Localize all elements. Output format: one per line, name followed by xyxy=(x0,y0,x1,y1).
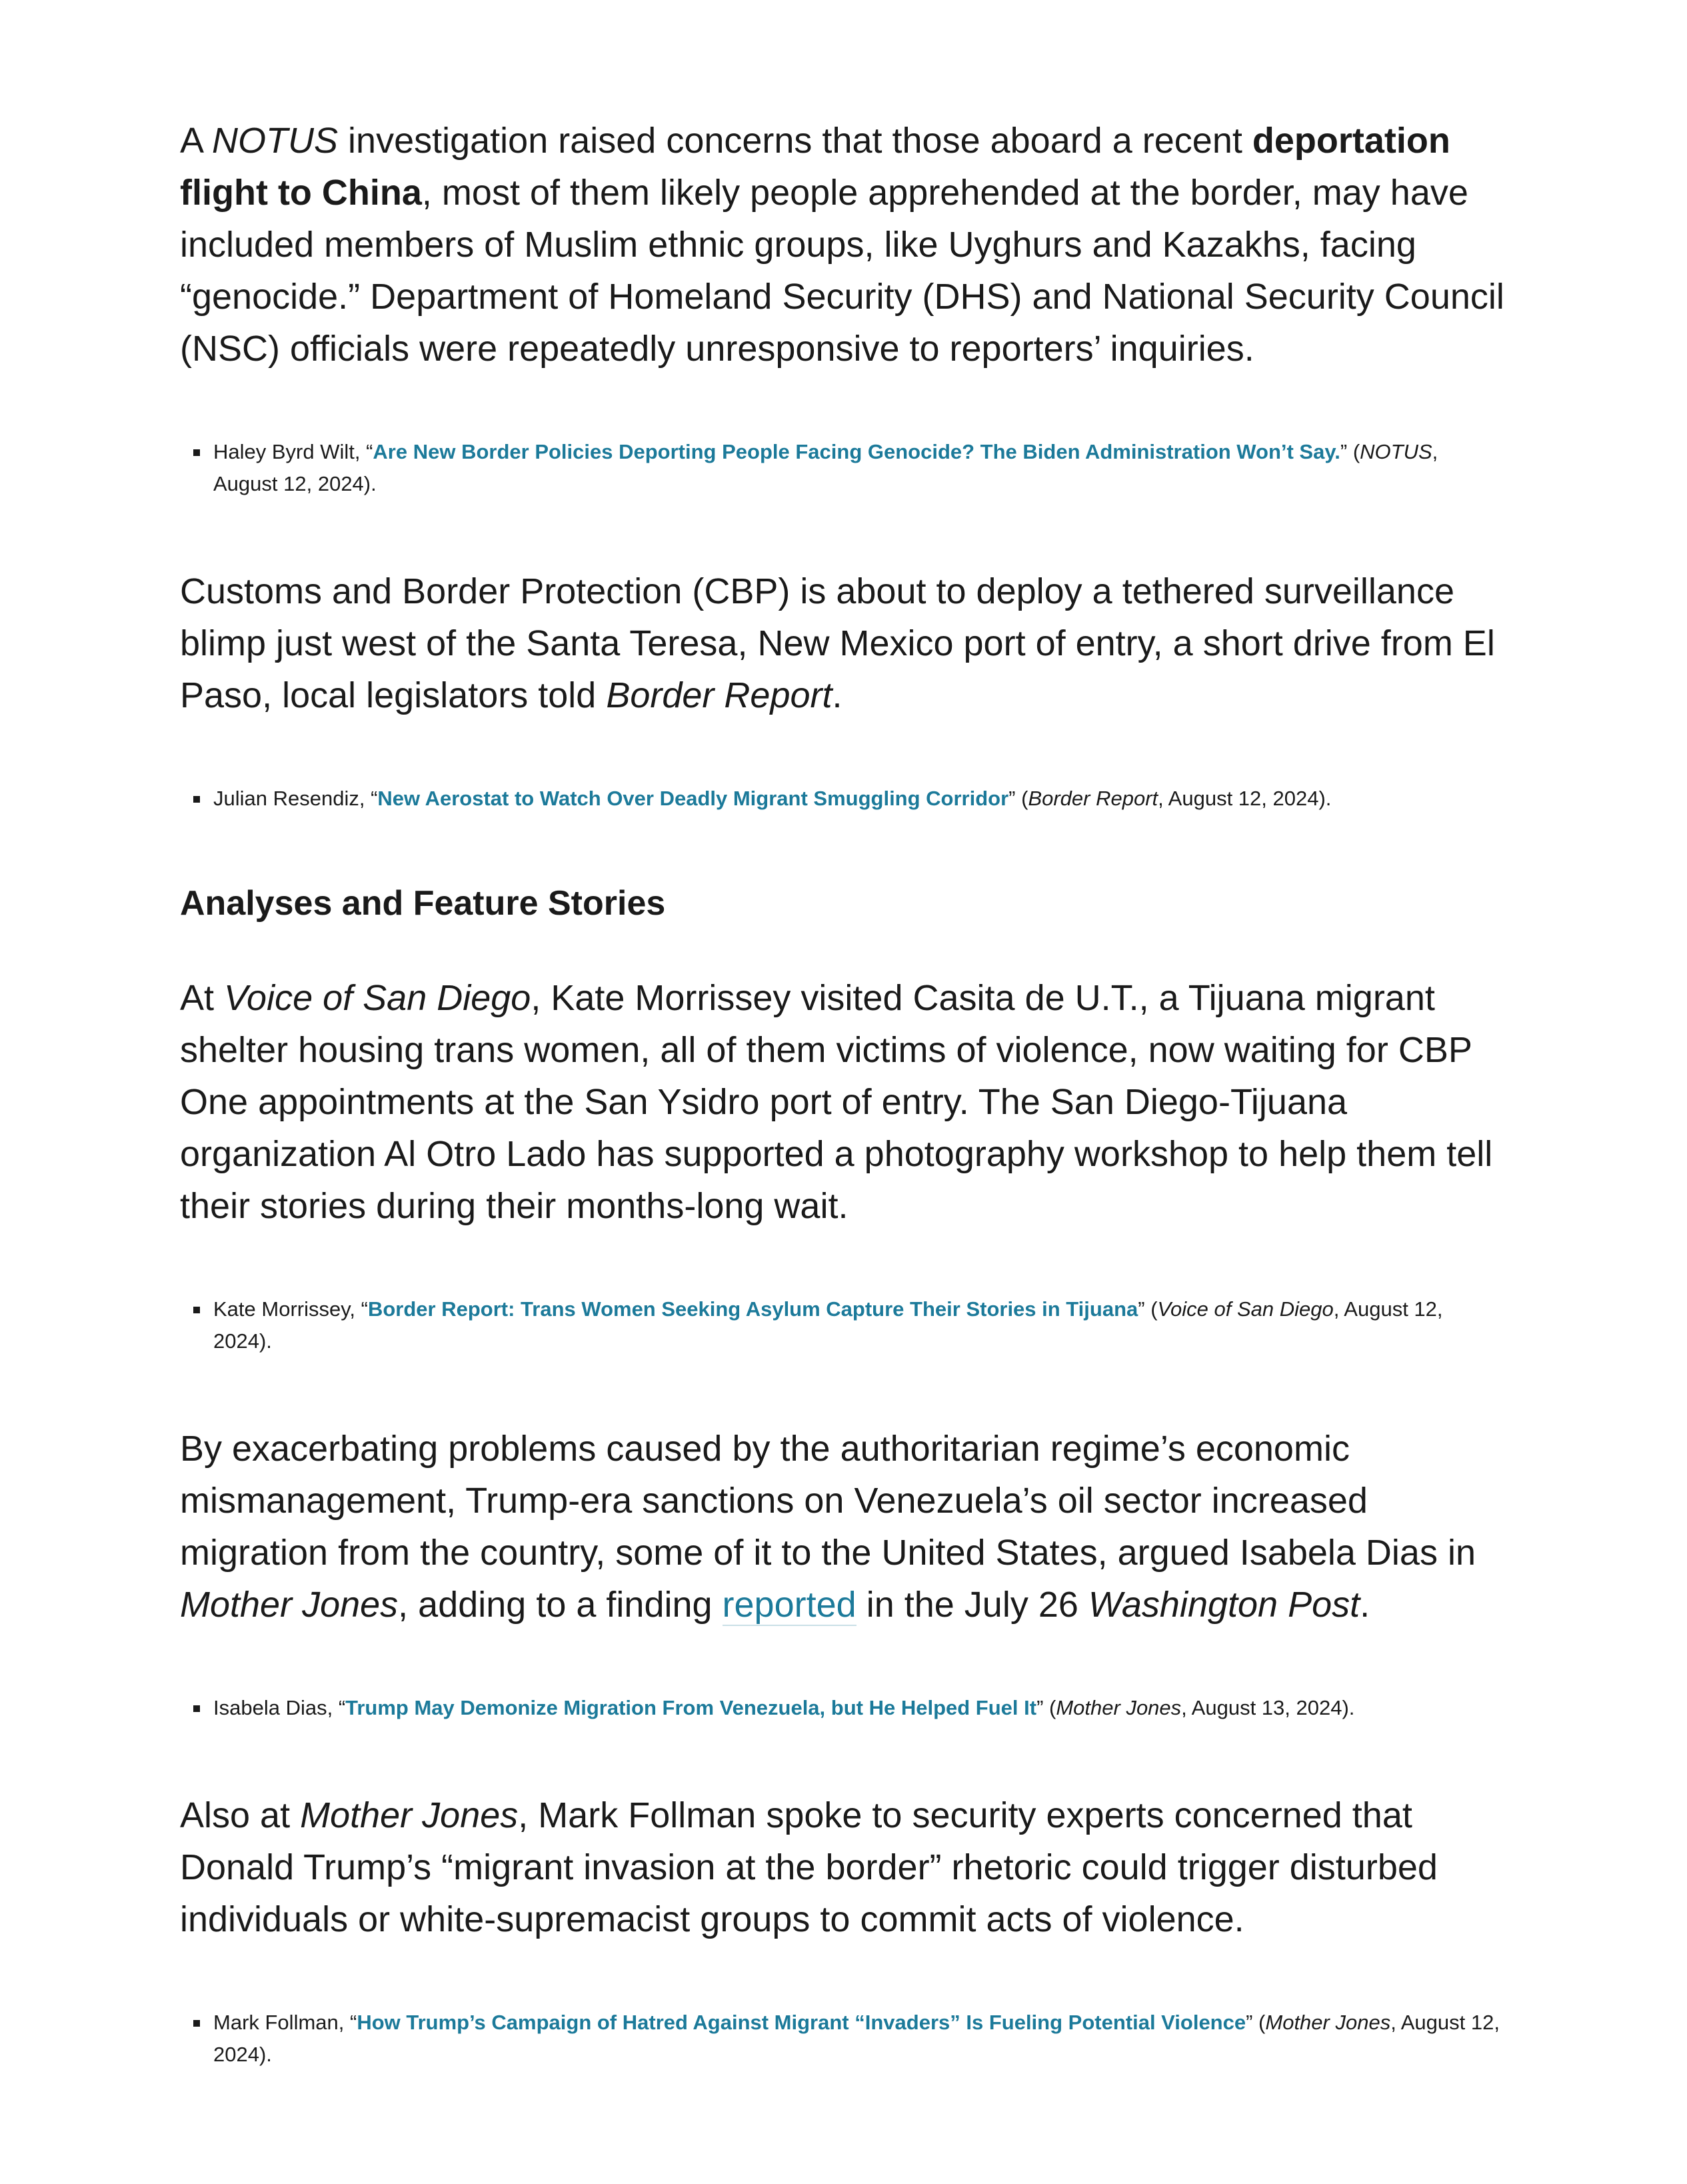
source-list xyxy=(180,783,1506,815)
source-list xyxy=(180,2007,1506,2071)
source-item: Isabela Dias, “Trump May Demonize Migration From Venezuela, but He Helped Fuel It” (Mother Jones, August 13, 2024). xyxy=(213,1692,1506,1724)
bullet-square-icon xyxy=(193,1705,200,1712)
reported-link[interactable]: reported xyxy=(722,1585,856,1625)
paragraph-venezuela-sanctions: By exacerbating problems caused by the authoritarian regime’s economic mismanagement, Trump-era sanctions on Venezuela’s oil sector increased migration from the country, some of it to the United States, argued Isabela Dias in Mother Jones, adding to a finding reported in the July 26 Washington Post. xyxy=(180,1429,1476,1625)
bullet-square-icon xyxy=(193,796,200,803)
publication-name: NOTUS xyxy=(212,121,339,161)
source-item: Julian Resendiz, “New Aerostat to Watch Over Deadly Migrant Smuggling Corridor” (Border Report, August 12, 2024). xyxy=(213,783,1506,815)
publication-name: Mother Jones xyxy=(180,1585,399,1625)
article-link[interactable]: Are New Border Policies Deporting People Facing Genocide? The Biden Administration Won’t Say. xyxy=(373,440,1340,463)
article-link[interactable]: New Aerostat to Watch Over Deadly Migrant Smuggling Corridor xyxy=(377,787,1009,810)
article-link[interactable]: Trump May Demonize Migration From Venezuela, but He Helped Fuel It xyxy=(345,1696,1037,1719)
bold-phrase: deportation flight to China xyxy=(180,121,1450,213)
source-item: Kate Morrissey, “Border Report: Trans Women Seeking Asylum Capture Their Stories in Tijuana” (Voice of San Diego, August 12, 2024). xyxy=(213,1293,1506,1357)
source-item: Mark Follman, “How Trump’s Campaign of Hatred Against Migrant “Invaders” Is Fueling Potential Violence” (Mother Jones, August 12, 2024). xyxy=(213,2007,1506,2071)
publication-name: Voice of San Diego xyxy=(224,978,531,1018)
source-list xyxy=(180,1293,1506,1357)
source-item: Haley Byrd Wilt, “Are New Border Policies Deporting People Facing Genocide? The Biden Administration Won’t Say.” (NOTUS, August 12, 2024). xyxy=(213,436,1506,500)
section-heading: Analyses and Feature Stories xyxy=(180,884,666,923)
bullet-square-icon xyxy=(193,449,200,456)
bullet-square-icon xyxy=(193,2020,200,2027)
article-body xyxy=(180,115,1506,2071)
source-list xyxy=(180,1692,1506,1724)
bullet-square-icon xyxy=(193,1307,200,1313)
source-list xyxy=(180,436,1506,500)
publication-name: Washington Post xyxy=(1088,1585,1360,1625)
publication-name: Border Report xyxy=(606,675,833,715)
article-link[interactable]: How Trump’s Campaign of Hatred Against Migrant “Invaders” Is Fueling Potential Violence xyxy=(357,2011,1246,2034)
paragraph-cbp-blimp: Customs and Border Protection (CBP) is about to deploy a tethered surveillance blimp just west of the Santa Teresa, New Mexico port of entry, a short drive from El Paso, local legislators told Border Report. xyxy=(180,571,1495,715)
paragraph-notus-deportation: A NOTUS investigation raised concerns that those aboard a recent deportation flight to China, most of them likely people apprehended at the border, may have included members of Muslim ethnic groups, like Uyghurs and Kazakhs, facing “genocide.” Department of Homeland Security (DHS) and National Security Council (NSC) officials were repeatedly unresponsive to reporters’ inquiries. xyxy=(180,121,1504,369)
publication-name: Mother Jones xyxy=(300,1795,519,1835)
article-link[interactable]: Border Report: Trans Women Seeking Asylum Capture Their Stories in Tijuana xyxy=(367,1297,1138,1321)
paragraph-casita-tijuana: At Voice of San Diego, Kate Morrissey visited Casita de U.T., a Tijuana migrant shelter housing trans women, all of them victims of violence, now waiting for CBP One appointments at the San Ysidro port of entry. The San Diego-Tijuana organization Al Otro Lado has supported a photography workshop to help them tell their stories during their months-long wait. xyxy=(180,978,1493,1226)
paragraph-follman-rhetoric: Also at Mother Jones, Mark Follman spoke to security experts concerned that Donald Trump’s “migrant invasion at the border” rhetoric could trigger disturbed individuals or white-supremacist groups to commit acts of violence. xyxy=(180,1795,1438,1939)
